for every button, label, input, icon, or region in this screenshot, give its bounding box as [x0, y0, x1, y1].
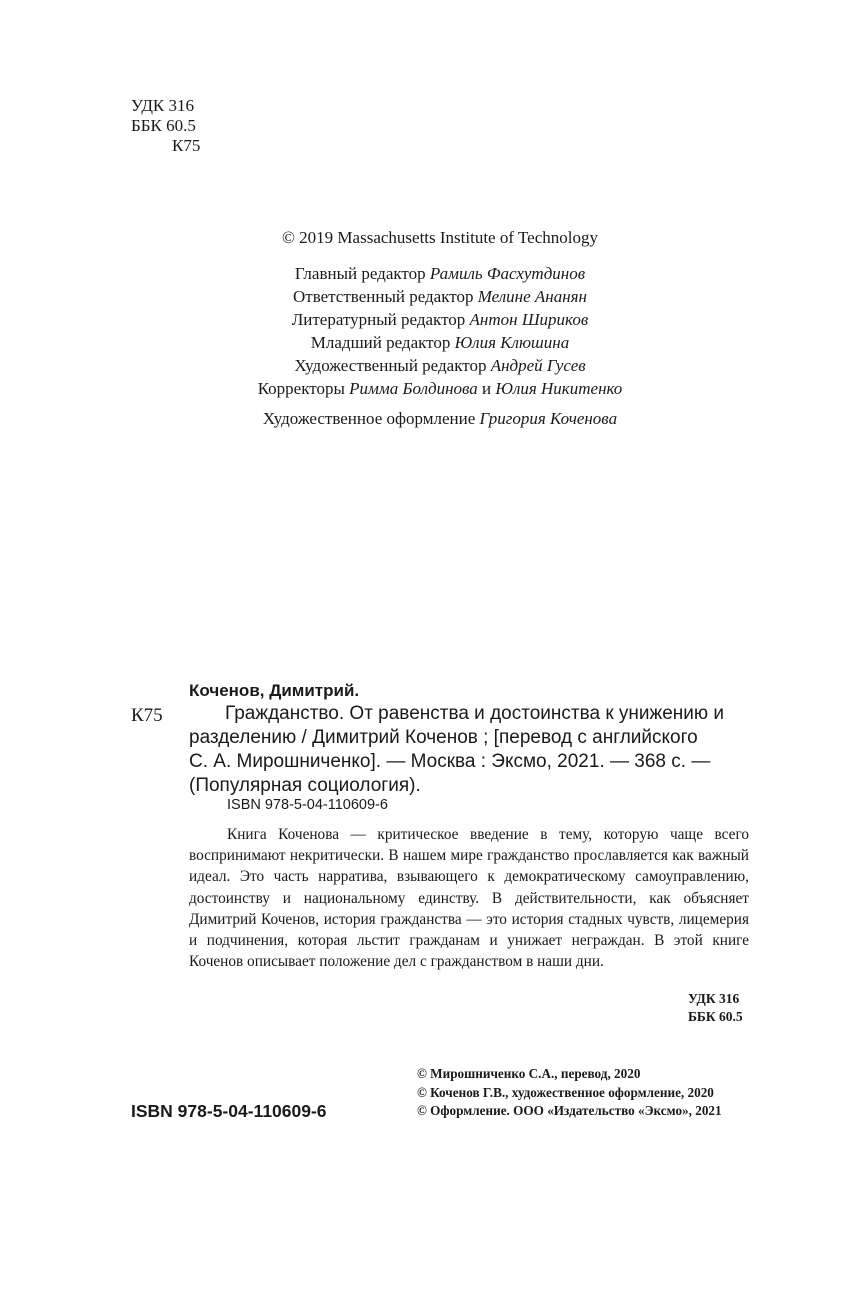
design-credit — [0, 409, 845, 429]
rights-line: © Коченов Г.В., художественное оформление, 2020 — [417, 1084, 714, 1100]
udk-code: УДК 316 — [131, 96, 195, 115]
staff-line — [0, 285, 845, 308]
staff-role: Ответственный редактор — [292, 287, 474, 306]
rights-line: © Мирошниченко С.А., перевод, 2020 — [417, 1066, 641, 1081]
record-text: разделению / Димитрий Коченов ; [перевод с английского — [189, 727, 698, 748]
staff-role: Художественное оформление — [262, 409, 476, 428]
record-text: С. А. Мирошниченко]. — Москва : Эксмо, 2021. — 368 с. — — [189, 751, 711, 772]
record-line — [189, 774, 749, 798]
staff-name: Юлия Никитенко — [495, 379, 623, 398]
isbn-main: ISBN 978-5-04-110609-6 — [131, 1101, 327, 1121]
staff-role: Литературный редактор — [291, 310, 466, 329]
staff-role: Художественный редактор — [294, 356, 487, 375]
record-mark: К75 — [131, 705, 163, 726]
staff-role: Корректоры — [257, 379, 345, 398]
annotation — [189, 824, 749, 972]
classification-codes — [131, 96, 200, 156]
classification-codes-bottom — [688, 990, 743, 1026]
staff-line — [0, 354, 845, 377]
author-mark: К75 — [172, 136, 201, 155]
staff-line — [0, 331, 845, 354]
record-line — [189, 750, 749, 774]
staff-name: Мелине Ананян — [477, 287, 587, 306]
bbk-code: ББК 60.5 — [688, 1009, 743, 1024]
record-author: Коченов, Димитрий. — [189, 681, 360, 700]
conjunction: и — [482, 379, 492, 398]
staff-name: Юлия Клюшина — [454, 333, 570, 352]
staff-name: Антон Шириков — [469, 310, 589, 329]
staff-role: Главный редактор — [294, 264, 426, 283]
staff-name: Андрей Гусев — [490, 356, 586, 375]
staff-name: Римма Болдинова — [349, 379, 478, 398]
record-line — [189, 702, 749, 726]
staff-name: Рамиль Фасхутдинов — [429, 264, 586, 283]
copyright-line: © 2019 Massachusetts Institute of Technology — [282, 228, 598, 247]
staff-role: Младший редактор — [310, 333, 451, 352]
bbk-code: ББК 60.5 — [131, 116, 196, 135]
rights-block — [417, 1065, 722, 1121]
staff-line — [0, 308, 845, 331]
annotation-text: Книга Коченова — критическое введение в тему, которую чаще всего воспринимают некритически. В нашем мире гражданство прославляется как важный идеал. Это часть нарратива, взывающего к демократическому самоуправлению, достоинству и национальному единству. В действительности, как объясняет Димитрий Коченов, история гражданства — это история стадных чувств, лицемерия и подчинения, которая льстит гражданам и унижает неграждан. В этой книге Коченов описывает положение дел с гражданством в наши дни. — [189, 826, 749, 971]
record-text: Гражданство. От равенства и достоинства к унижению и — [225, 703, 725, 724]
staff-line — [0, 262, 845, 285]
record-line — [189, 726, 749, 750]
bibliographic-record — [189, 702, 749, 798]
editorial-staff — [0, 262, 845, 400]
staff-name: Григория Коченова — [479, 409, 618, 428]
record-text: (Популярная социология). — [189, 775, 421, 796]
udk-code: УДК 316 — [688, 991, 740, 1006]
rights-line: © Оформление. ООО «Издательство «Эксмо», 2021 — [417, 1103, 722, 1118]
record-isbn: ISBN 978-5-04-110609-6 — [227, 797, 388, 813]
correctors-line — [0, 377, 845, 400]
